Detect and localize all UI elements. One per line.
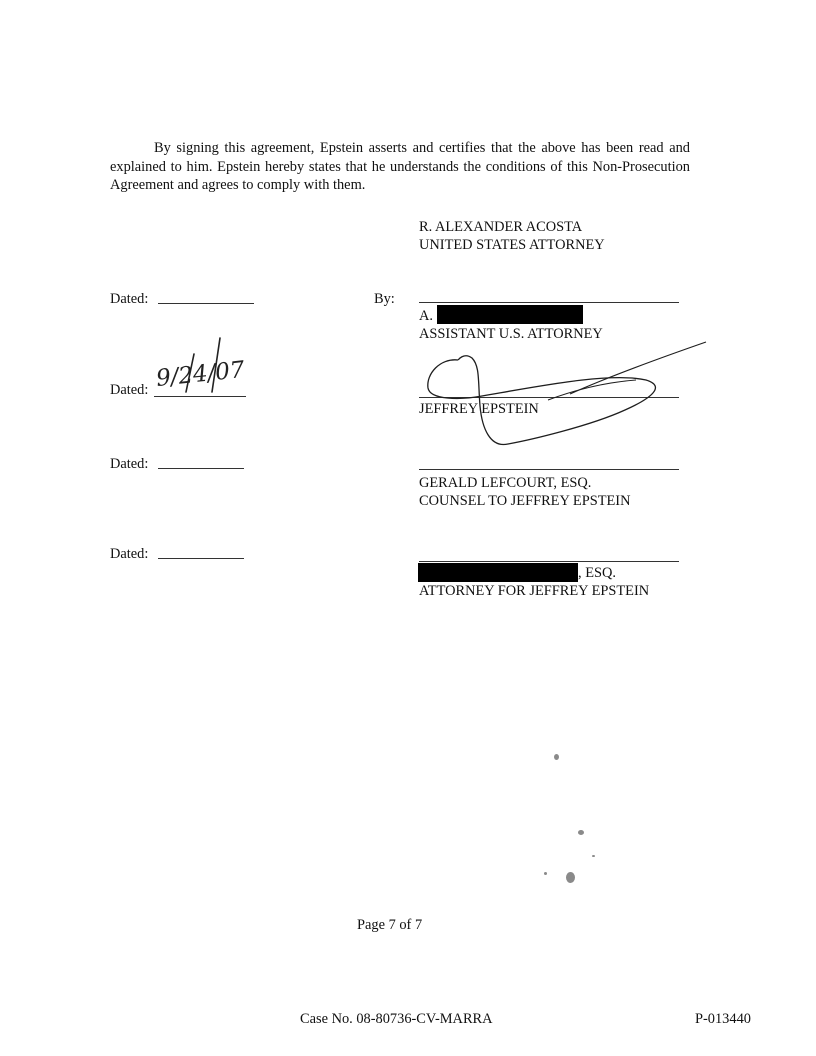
scan-speck [592, 855, 595, 857]
us-attorney-title: UNITED STATES ATTORNEY [419, 237, 605, 253]
us-attorney-name: R. ALEXANDER ACOSTA [419, 219, 583, 235]
redaction-ausa-name [437, 305, 583, 324]
scan-speck [566, 872, 575, 883]
epstein-signature [420, 336, 720, 456]
scan-speck [578, 830, 584, 835]
lefcourt-title: COUNSEL TO JEFFREY EPSTEIN [419, 493, 631, 509]
attorney-title: ATTORNEY FOR JEFFREY EPSTEIN [419, 583, 650, 599]
case-number: Case No. 08-80736-CV-MARRA [300, 1011, 493, 1027]
bates-number: P-013440 [695, 1011, 751, 1027]
dated-label-1: Dated: [110, 291, 149, 307]
scan-speck [554, 754, 559, 760]
signature-line-ausa [419, 302, 679, 303]
attorney-esq-suffix: , ESQ. [578, 565, 616, 581]
lefcourt-name: GERALD LEFCOURT, ESQ. [419, 475, 592, 491]
ausa-name-prefix: A. [419, 308, 433, 324]
agreement-paragraph: By signing this agreement, Epstein asserts and certifies that the above has been read and explained to him. Epstein hereby states that he understands the conditions of this Non-Prosecution Agreement and agrees to comply with them. [110, 140, 690, 193]
handwritten-date: 9/24/07 [154, 356, 246, 393]
dated-label-3: Dated: [110, 456, 149, 472]
page-number: Page 7 of 7 [357, 917, 423, 933]
epstein-name: JEFFREY EPSTEIN [419, 401, 539, 417]
signature-line-lefcourt [419, 469, 679, 470]
redaction-attorney-name [418, 563, 578, 582]
ausa-title: ASSISTANT U.S. ATTORNEY [419, 326, 603, 342]
date-line-3 [158, 468, 244, 469]
date-slash-strokes [150, 330, 250, 400]
by-label: By: [374, 291, 395, 307]
date-line-4 [158, 558, 244, 559]
date-line-1 [158, 303, 254, 304]
dated-label-2: Dated: [110, 382, 149, 398]
signature-line-attorney [419, 561, 679, 562]
dated-label-4: Dated: [110, 546, 149, 562]
scan-speck [544, 872, 547, 875]
